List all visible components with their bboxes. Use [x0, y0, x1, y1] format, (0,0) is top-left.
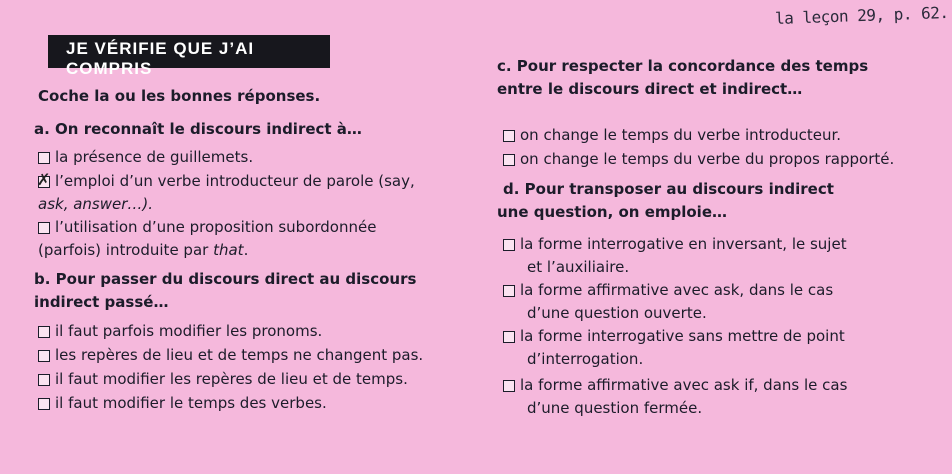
question-b-title: b. Pour passer du discours direct au discours — [34, 270, 417, 288]
handwritten-note: la leçon 29, p. 62. — [774, 2, 949, 29]
qc-option-1-checkbox[interactable] — [503, 130, 515, 142]
instruction: Coche la ou les bonnes réponses. — [38, 87, 321, 105]
qd-option-2-text: la forme affirmative avec ask, dans le cas — [520, 281, 834, 299]
qd-option-3-text-cont: d’interrogation. — [527, 350, 644, 368]
question-c-title-cont: entre le discours direct et indirect… — [497, 80, 803, 98]
qb-option-3-text: il faut modifier les repères de lieu et de temps. — [55, 370, 408, 388]
qd-option-2-checkbox[interactable] — [503, 285, 515, 297]
section-banner — [48, 35, 330, 78]
qd-option-3-text: la forme interrogative sans mettre de point — [520, 327, 845, 345]
qa-option-1-checkbox[interactable] — [38, 152, 50, 164]
qd-option-2-text-cont: d’une question ouverte. — [527, 304, 707, 322]
question-d-title: d. Pour transposer au discours indirect — [503, 180, 834, 198]
qb-option-1-text: il faut parfois modifier les pronoms. — [55, 322, 323, 340]
question-b-title-cont: indirect passé… — [34, 293, 169, 311]
qd-option-1-text-cont: et l’auxiliaire. — [527, 258, 630, 276]
qb-option-1-checkbox[interactable] — [38, 326, 50, 338]
qd-option-1-checkbox[interactable] — [503, 239, 515, 251]
qd-option-4-checkbox[interactable] — [503, 380, 515, 392]
qa-option-3-text-cont: (parfois) introduite par that. — [38, 241, 249, 259]
qd-option-3-checkbox[interactable] — [503, 331, 515, 343]
qb-option-3-checkbox[interactable] — [38, 374, 50, 386]
qa-option-2-text: l’emploi d’un verbe introducteur de parole (say, — [55, 172, 415, 190]
banner-title: JE VÉRIFIE QUE J’AI COMPRIS — [66, 39, 255, 78]
qa-option-2-text-cont: ask, answer…). — [38, 195, 154, 213]
qc-option-2-text: on change le temps du verbe du propos rapporté. — [520, 150, 895, 168]
qb-option-2-text: les repères de lieu et de temps ne changent pas. — [55, 346, 424, 364]
qa-option-3-text: l’utilisation d’une proposition subordonnée — [55, 218, 377, 236]
qa-option-3-checkbox[interactable] — [38, 222, 50, 234]
qb-option-2-checkbox[interactable] — [38, 350, 50, 362]
qc-option-2-checkbox[interactable] — [503, 154, 515, 166]
question-d-title-cont: une question, on emploie… — [497, 203, 727, 221]
question-c-title: c. Pour respecter la concordance des temps — [497, 57, 869, 75]
qa-option-2-checkbox[interactable] — [38, 176, 50, 188]
qc-option-1-text: on change le temps du verbe introducteur. — [520, 126, 842, 144]
qb-option-4-text: il faut modifier le temps des verbes. — [55, 394, 327, 412]
question-a-title: a. On reconnaît le discours indirect à… — [34, 120, 362, 138]
qb-option-4-checkbox[interactable] — [38, 398, 50, 410]
qd-option-4-text: la forme affirmative avec ask if, dans le cas — [520, 376, 848, 394]
qa-option-1-text: la présence de guillemets. — [55, 148, 254, 166]
qd-option-4-text-cont: d’une question fermée. — [527, 399, 703, 417]
qd-option-1-text: la forme interrogative en inversant, le sujet — [520, 235, 847, 253]
